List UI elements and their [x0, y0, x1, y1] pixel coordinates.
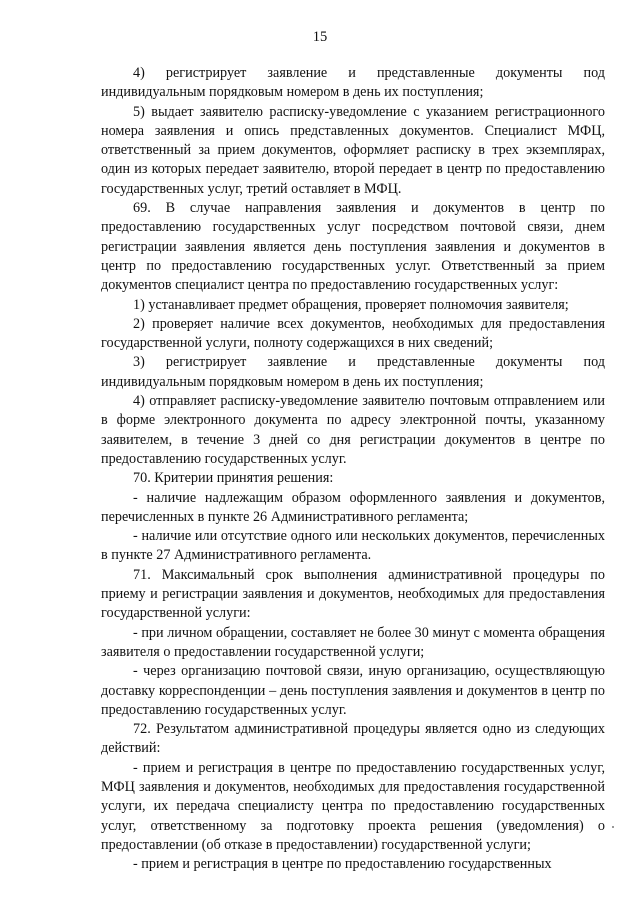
paragraph-item-5-receipt: 5) выдает заявителю расписку-уведомление с указанием регистрационного номера заявления и опись представленных документов. Специалист МФЦ, ответственный за прием документов, оформляет расписку в трех экземплярах, один из которых передает заявителю, второй передает в центр по предоставлению государственных услуг, третий оставляет в МФЦ. [101, 103, 605, 197]
paragraph-72-bullet-1: - прием и регистрация в центре по предоставлению государственных услуг, МФЦ заявления и документов, необходимых для предоставления государственной услуги, их передача специалисту центра по предоставлению государственных услуг, ответственному за подготовку проекта решения (уведомления) о предоставлении (об отказе в предоставлении) государственной услуги; [101, 759, 605, 853]
paragraph-69: 69. В случае направления заявления и документов в центр по предоставлению государственных услуг посредством почтовой связи, днем регистрации заявления является день поступления заявления и документов в центр по предоставлению государственных услуг. Ответственный за прием документов специалист центра по предоставлению государственных услуг: [101, 200, 605, 294]
paragraph-72-bullet-2: - прием и регистрация в центре по предоставлению государственных [133, 856, 552, 873]
paragraph-70-bullet-1: - наличие надлежащим образом оформленного заявления и документов, перечисленных в пункте 26 Административного регламента; [101, 489, 605, 525]
paragraph-69-item-4: 4) отправляет расписку-уведомление заявителю почтовым отправлением или в форме электронного документа по адресу электронной почты, указанному заявителем, в течение 3 дней со дня регистрации документов в центре по предоставлению государственных услуг. [101, 393, 605, 467]
paragraph-70-bullet-2: - наличие или отсутствие одного или нескольких документов, перечисленных в пункте 27 Административного регламента. [101, 528, 605, 564]
paragraph-69-item-3: 3) регистрирует заявление и представленные документы под индивидуальным порядковым номером в день их поступления; [101, 354, 605, 390]
paragraph-72: 72. Результатом административной процедуры является одно из следующих действий: [101, 721, 605, 757]
paragraph-69-item-2: 2) проверяет наличие всех документов, необходимых для предоставления государственной услуги, полноту содержащихся в них сведений; [101, 315, 605, 352]
paragraph-69-item-1: 1) устанавливает предмет обращения, проверяет полномочия заявителя; [133, 296, 569, 313]
paragraph-71-bullet-2: - через организацию почтовой связи, иную организацию, осуществляющую доставку корреспонденции – день поступления заявления и документов в центр по предоставлению государственных услуг. [101, 663, 605, 718]
paragraph-71: 71. Максимальный срок выполнения административной процедуры по приему и регистрации заявления и документов, необходимых для предоставления государственной услуги: [101, 566, 605, 622]
document-body [101, 64, 605, 874]
paragraph-71-bullet-1: - при личном обращении, составляет не более 30 минут с момента обращения заявителя о предоставлении государственной услуги; [101, 624, 605, 660]
paragraph-70: 70. Критерии принятия решения: [133, 470, 334, 487]
page-number: 15 [312, 29, 328, 45]
paragraph-item-4-register: 4) регистрирует заявление и представленные документы под индивидуальным порядковым номером в день их поступления; [101, 65, 605, 101]
scan-speck [612, 826, 614, 828]
